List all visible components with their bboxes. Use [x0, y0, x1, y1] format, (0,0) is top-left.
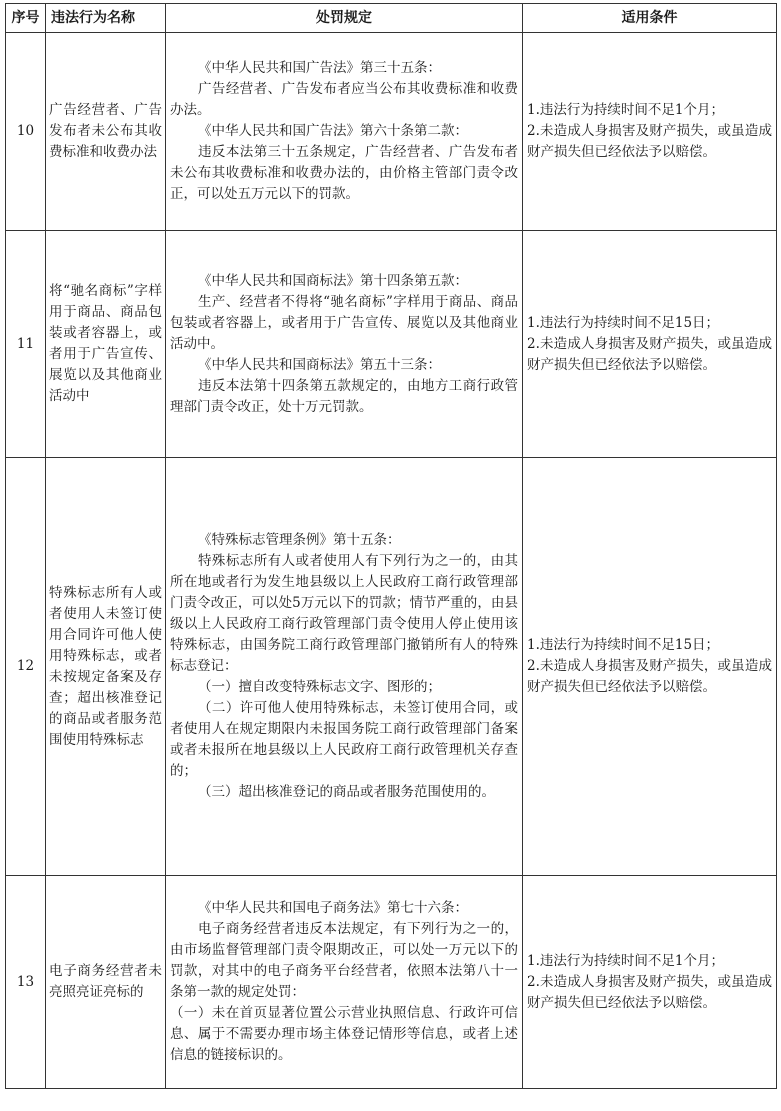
cond-line: 2.未造成人身损害及财产损失，或虽造成财产损失但已经依法予以赔偿。 [527, 123, 772, 160]
row-cond [523, 458, 777, 876]
cond-line: 2.未造成人身损害及财产损失，或虽造成财产损失但已经依法予以赔偿。 [527, 973, 772, 1011]
table-row [6, 33, 777, 231]
rule-line: （二）许可他人使用特殊标志，未签订使用合同，或者使用人在规定期限内未报国务院工商行政管理部门备案或者未报所在地县级以上人民政府工商行政管理机关存查的； [170, 700, 518, 779]
row-rule [166, 33, 523, 231]
rule-line: 《中华人民共和国广告法》第六十条第二款： [198, 123, 468, 139]
rule-line: 《中华人民共和国电子商务法》第七十六条： [198, 900, 468, 916]
rule-line: 《特殊标志管理条例》第十五条： [198, 532, 401, 548]
row-cond [523, 33, 777, 231]
row-cond [523, 876, 777, 1089]
header-name: 违法行为名称 [46, 4, 166, 33]
rule-line: 特殊标志所有人或者使用人有下列行为之一的，由其所在地或者行为发生地县级以上人民政府工商行政管理部门责令改正，可以处5万元以下的罚款；情节严重的，由县级以上人民政府工商行政管理部门责令使用人停止使用该特殊标志，由国务院工商行政管理部门撤销所有人的特殊标志登记： [170, 553, 518, 674]
table-row [6, 458, 777, 876]
rule-line: （一）未在首页显著位置公示营业执照信息、行政许可信息、属于不需要办理市场主体登记情形等信息，或者上述信息的链接标识的。 [170, 1005, 518, 1063]
cond-line: 1.违法行为持续时间不足15日； [527, 314, 720, 331]
cond-line: 1.违法行为持续时间不足15日； [527, 637, 720, 653]
rule-line: 违反本法第十四条第五款规定的，由地方工商行政管理部门责令改正，处十万元罚款。 [170, 377, 518, 415]
rule-line: 生产、经营者不得将“驰名商标”字样用于商品、商品包装或者容器上，或者用于广告宣传、展览以及其他商业活动中。 [170, 293, 518, 352]
header-row [6, 4, 777, 33]
row-name: 电子商务经营者未亮照亮证亮标的 [46, 876, 166, 1089]
rule-line: 电子商务经营者违反本法规定，有下列行为之一的，由市场监督管理部门责令限期改正，可以处一万元以下的罚款，对其中的电子商务平台经营者，依照本法第八十一条第一款的规定处罚： [170, 921, 518, 1000]
row-name: 广告经营者、广告发布者未公布其收费标准和收费办法 [46, 33, 166, 231]
row-seq: 12 [6, 458, 46, 876]
row-seq: 13 [6, 876, 46, 1089]
cond-line: 1.违法行为持续时间不足1个月； [527, 102, 724, 118]
rule-line: （三）超出核准登记的商品或者服务范围使用的。 [198, 784, 495, 800]
rule-line: 《中华人民共和国商标法》第十四条第五款： [198, 272, 468, 289]
header-cond: 适用条件 [523, 4, 777, 33]
header-rule: 处罚规定 [166, 4, 523, 33]
rule-line: 违反本法第三十五条规定，广告经营者、广告发布者未公布其收费标准和收费办法的，由价格主管部门责令改正，可以处五万元以下的罚款。 [170, 144, 518, 202]
penalty-table [5, 3, 777, 1089]
table-row [6, 231, 777, 458]
rule-line: 广告经营者、广告发布者应当公布其收费标准和收费办法。 [170, 81, 518, 118]
row-name: 特殊标志所有人或者使用人未签订使用合同许可他人使用特殊标志，或者未按规定备案及存查；超出核准登记的商品或者服务范围使用特殊标志 [46, 458, 166, 876]
rule-line: （一）擅自改变特殊标志文字、图形的； [198, 679, 441, 695]
table-row [6, 876, 777, 1089]
rule-line: 《中华人民共和国广告法》第三十五条： [198, 60, 441, 76]
row-cond [523, 231, 777, 458]
row-rule [166, 876, 523, 1089]
row-rule [166, 458, 523, 876]
row-seq: 10 [6, 33, 46, 231]
cond-line: 2.未造成人身损害及财产损失，或虽造成财产损失但已经依法予以赔偿。 [527, 335, 772, 373]
row-seq: 11 [6, 231, 46, 458]
header-seq: 序号 [6, 4, 46, 33]
cond-line: 2.未造成人身损害及财产损失，或虽造成财产损失但已经依法予以赔偿。 [527, 658, 772, 695]
row-rule [166, 231, 523, 458]
rule-line: 《中华人民共和国商标法》第五十三条： [198, 356, 441, 373]
cond-line: 1.违法行为持续时间不足1个月； [527, 952, 724, 969]
row-name: 将“驰名商标”字样用于商品、商品包装或者容器上，或者用于广告宣传、展览以及其他商业活动中 [46, 231, 166, 458]
